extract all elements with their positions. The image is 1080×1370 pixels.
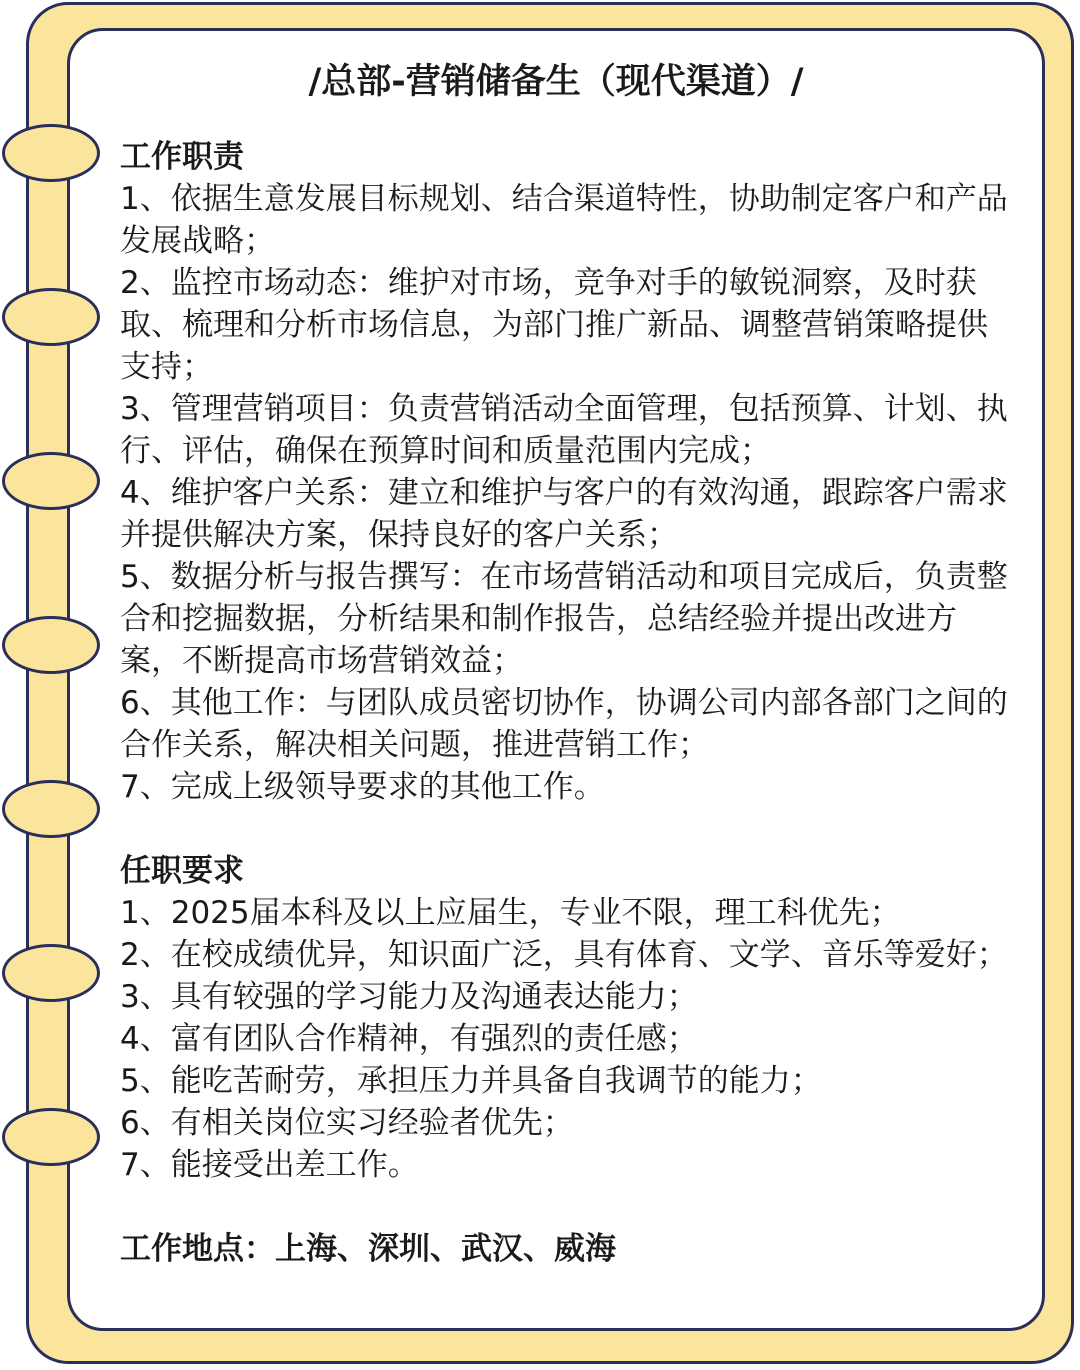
duties-list xyxy=(120,178,1010,808)
section-spacer xyxy=(120,1186,1010,1228)
binder-ring-1 xyxy=(2,124,100,182)
list-item: 7、完成上级领导要求的其他工作。 xyxy=(120,769,605,805)
list-item: 5、数据分析与报告撰写：在市场营销活动和项目完成后，负责整合和挖掘数据，分析结果和制作报告，总结经验并提出改进方案，不断提高市场营销效益； xyxy=(120,559,1008,679)
binder-ring-7 xyxy=(2,1108,100,1166)
binder-ring-6 xyxy=(2,944,100,1002)
list-item: 4、富有团队合作精神，有强烈的责任感； xyxy=(120,1021,698,1057)
list-item: 5、能吃苦耐劳，承担压力并具备自我调节的能力； xyxy=(120,1063,822,1099)
list-item: 2、监控市场动态：维护对市场，竞争对手的敏锐洞察，及时获取、梳理和分析市场信息，为部门推广新品、调整营销策略提供支持； xyxy=(120,265,988,385)
list-item: 2、在校成绩优异，知识面广泛，具有体育、文学、音乐等爱好； xyxy=(120,937,1008,973)
list-item: 3、管理营销项目：负责营销活动全面管理，包括预算、计划、执行、评估，确保在预算时间和质量范围内完成； xyxy=(120,391,1008,469)
binder-ring-2 xyxy=(2,288,100,346)
binder-ring-3 xyxy=(2,452,100,510)
section-spacer xyxy=(120,808,1010,850)
binder-ring-4 xyxy=(2,616,100,674)
requirements-list xyxy=(120,892,1010,1186)
list-item: 3、具有较强的学习能力及沟通表达能力； xyxy=(120,979,698,1015)
list-item: 4、维护客户关系：建立和维护与客户的有效沟通，跟踪客户需求并提供解决方案，保持良好的客户关系； xyxy=(120,475,1008,553)
list-item: 6、其他工作：与团队成员密切协作，协调公司内部各部门之间的合作关系，解决相关问题，推进营销工作； xyxy=(120,685,1008,763)
page-title: /总部-营销储备生（现代渠道）/ xyxy=(308,62,804,102)
binder-ring-5 xyxy=(2,780,100,838)
list-item: 1、依据生意发展目标规划、结合渠道特性，协助制定客户和产品发展战略； xyxy=(120,181,1008,259)
list-item: 7、能接受出差工作。 xyxy=(120,1147,419,1183)
list-item: 1、2025届本科及以上应届生，专业不限，理工科优先； xyxy=(120,895,901,931)
list-item: 6、有相关岗位实习经验者优先； xyxy=(120,1105,574,1141)
job-description xyxy=(120,136,1010,1270)
duties-heading: 工作职责 xyxy=(120,139,244,175)
work-location: 工作地点：上海、深圳、武汉、威海 xyxy=(120,1231,616,1267)
requirements-heading: 任职要求 xyxy=(120,853,244,889)
